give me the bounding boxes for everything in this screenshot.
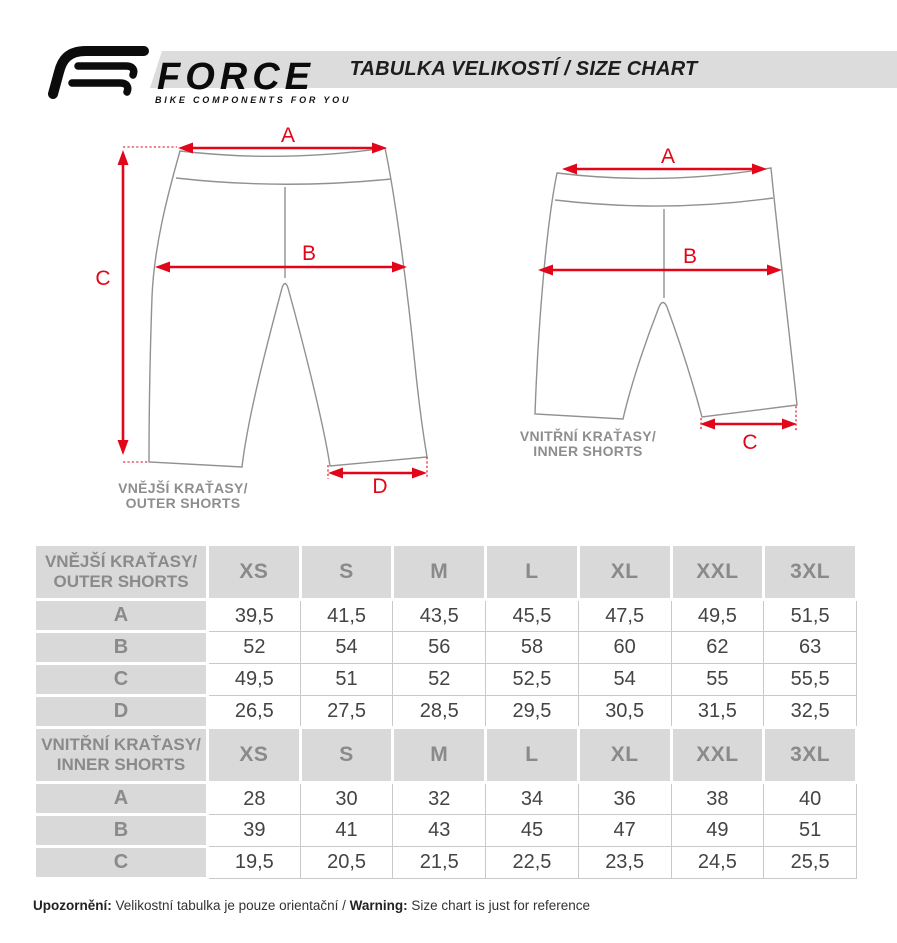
size-header-cell: M — [393, 545, 486, 600]
dim-label-cell: A — [35, 783, 208, 815]
outer-caption-line1: VNĚJŠÍ KRAŤASY/ — [118, 480, 248, 496]
value-cell: 36 — [578, 783, 671, 815]
value-cell: 30,5 — [578, 696, 671, 728]
table-row — [35, 847, 857, 879]
size-header-cell: S — [300, 545, 393, 600]
warning-text-cs: Velikostní tabulka je pouze orientační / — [111, 898, 350, 913]
table-row — [35, 815, 857, 847]
value-cell: 21,5 — [393, 847, 486, 879]
inner-dim-a-label: A — [660, 145, 676, 168]
size-header-cell: XL — [578, 545, 671, 600]
value-cell: 54 — [578, 664, 671, 696]
size-header-cell: 3XL — [764, 545, 857, 600]
value-cell: 20,5 — [300, 847, 393, 879]
value-cell: 55 — [671, 664, 764, 696]
value-cell: 34 — [486, 783, 579, 815]
size-header-cell: XXL — [671, 545, 764, 600]
section-title-line2: INNER SHORTS — [56, 755, 186, 774]
warning-note — [33, 898, 590, 913]
size-header-cell: XXL — [671, 728, 764, 783]
value-cell: 51 — [764, 815, 857, 847]
dim-label-cell: C — [35, 664, 208, 696]
value-cell: 38 — [671, 783, 764, 815]
table-row — [35, 600, 857, 632]
section-title-line1: VNĚJŠÍ KRAŤASY/ — [44, 551, 198, 571]
inner-dim-b-label: B — [682, 245, 698, 268]
warning-label-cs: Upozornění: — [33, 898, 112, 913]
size-header-cell: XL — [578, 728, 671, 783]
inner-shorts-outline — [535, 168, 797, 419]
dim-label-cell: A — [35, 600, 208, 632]
value-cell: 49,5 — [671, 600, 764, 632]
value-cell: 63 — [764, 632, 857, 664]
value-cell: 41,5 — [300, 600, 393, 632]
value-cell: 51,5 — [764, 600, 857, 632]
table-row — [35, 664, 857, 696]
value-cell: 52 — [393, 664, 486, 696]
table-row — [35, 545, 857, 600]
outer-dim-d-label: D — [372, 475, 388, 498]
value-cell: 24,5 — [671, 847, 764, 879]
value-cell: 32 — [393, 783, 486, 815]
outer-shorts-caption — [102, 481, 264, 511]
value-cell: 45,5 — [486, 600, 579, 632]
value-cell: 29,5 — [486, 696, 579, 728]
value-cell: 62 — [671, 632, 764, 664]
page-title: TABULKA VELIKOSTÍ / SIZE CHART — [349, 58, 698, 80]
value-cell: 41 — [300, 815, 393, 847]
brand-tagline: BIKE COMPONENTS FOR YOU — [155, 95, 352, 105]
inner-dimension-arrows — [552, 169, 796, 431]
inner-dim-c-label: C — [742, 431, 758, 454]
value-cell: 54 — [300, 632, 393, 664]
brand-wordmark: FORCE — [157, 56, 315, 98]
inner-caption-line2: INNER SHORTS — [533, 443, 643, 459]
value-cell: 47 — [578, 815, 671, 847]
outer-shorts-outline — [149, 148, 427, 467]
value-cell: 47,5 — [578, 600, 671, 632]
table-row — [35, 783, 857, 815]
outer-dim-a-label: A — [280, 125, 296, 147]
dim-label-cell: D — [35, 696, 208, 728]
value-cell: 51 — [300, 664, 393, 696]
value-cell: 30 — [300, 783, 393, 815]
table-row — [35, 632, 857, 664]
outer-caption-line2: OUTER SHORTS — [125, 495, 241, 511]
value-cell: 40 — [764, 783, 857, 815]
value-cell: 52 — [208, 632, 301, 664]
value-cell: 28 — [208, 783, 301, 815]
outer-shorts-diagram — [85, 125, 445, 515]
value-cell: 43 — [393, 815, 486, 847]
section-header-inner — [35, 728, 208, 783]
value-cell: 49,5 — [208, 664, 301, 696]
value-cell: 19,5 — [208, 847, 301, 879]
outer-dim-c-label: C — [95, 267, 111, 290]
size-header-cell: S — [300, 728, 393, 783]
value-cell: 45 — [486, 815, 579, 847]
inner-caption-line1: VNITŘNÍ KRAŤASY/ — [519, 428, 657, 444]
value-cell: 31,5 — [671, 696, 764, 728]
value-cell: 49 — [671, 815, 764, 847]
size-header-cell: L — [486, 728, 579, 783]
section-title-line1: VNITŘNÍ KRAŤASY/ — [41, 734, 201, 754]
outer-dim-b-label: B — [301, 242, 317, 265]
table-row — [35, 728, 857, 783]
dim-label-cell: B — [35, 632, 208, 664]
value-cell: 43,5 — [393, 600, 486, 632]
value-cell: 28,5 — [393, 696, 486, 728]
value-cell: 39 — [208, 815, 301, 847]
value-cell: 25,5 — [764, 847, 857, 879]
inner-shorts-caption — [507, 429, 669, 459]
dim-label-cell: B — [35, 815, 208, 847]
value-cell: 22,5 — [486, 847, 579, 879]
warning-label-en: Warning: — [349, 898, 408, 913]
inner-arrowheads — [538, 164, 797, 430]
warning-text-en: Size chart is just for reference — [407, 898, 590, 913]
value-cell: 58 — [486, 632, 579, 664]
outer-arrowheads — [118, 143, 428, 479]
value-cell: 32,5 — [764, 696, 857, 728]
section-title-line2: OUTER SHORTS — [53, 572, 189, 591]
value-cell: 26,5 — [208, 696, 301, 728]
inner-shorts-diagram — [520, 135, 830, 475]
table-row — [35, 696, 857, 728]
force-logo-icon — [40, 44, 152, 100]
value-cell: 39,5 — [208, 600, 301, 632]
size-header-cell: 3XL — [764, 728, 857, 783]
value-cell: 55,5 — [764, 664, 857, 696]
dim-label-cell: C — [35, 847, 208, 879]
size-header-cell: XS — [208, 545, 301, 600]
size-table — [33, 543, 858, 880]
value-cell: 56 — [393, 632, 486, 664]
value-cell: 27,5 — [300, 696, 393, 728]
value-cell: 23,5 — [578, 847, 671, 879]
section-header-outer — [35, 545, 208, 600]
size-header-cell: XS — [208, 728, 301, 783]
value-cell: 52,5 — [486, 664, 579, 696]
value-cell: 60 — [578, 632, 671, 664]
size-header-cell: L — [486, 545, 579, 600]
size-header-cell: M — [393, 728, 486, 783]
